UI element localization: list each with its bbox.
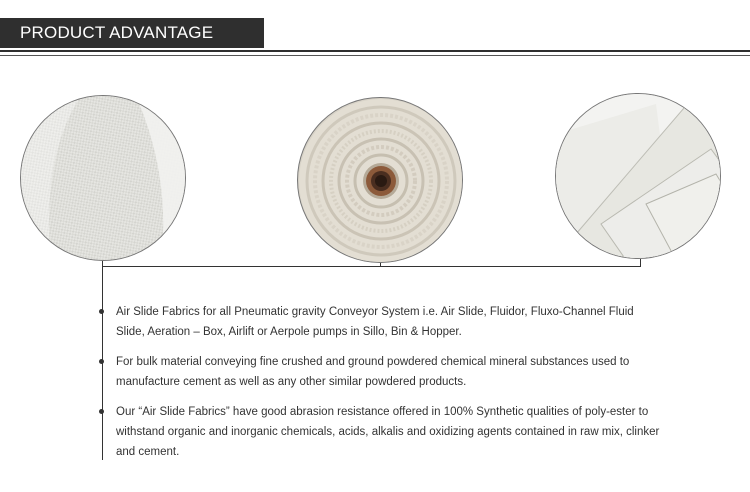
connector-line-horizontal [102, 266, 641, 267]
fabric-roll-graphic [298, 98, 463, 263]
fabric-sheets-image [555, 93, 721, 259]
woven-fabric-texture [21, 96, 186, 261]
fabric-roll-image [297, 97, 463, 263]
section-title: PRODUCT ADVANTAGE [0, 18, 264, 48]
woven-fabric-image [20, 95, 186, 261]
bullet-dot [99, 309, 104, 314]
advantage-list [102, 302, 662, 472]
header-rule-thin [0, 55, 750, 56]
bullet-text: Air Slide Fabrics for all Pneumatic gravity Conveyor System i.e. Air Slide, Fluidor, Fluxo-Channel Fluid Slide, Aeration – Box, Airlift or Aerpole pumps in Sillo, Bin & Hopper. [116, 306, 634, 338]
bullet-dot [99, 409, 104, 414]
list-item [102, 402, 662, 462]
list-item [102, 352, 662, 392]
list-item [102, 302, 662, 342]
fabric-sheets-graphic [556, 94, 721, 259]
bullet-text: For bulk material conveying fine crushed and ground powdered chemical mineral substances used to manufacture cement as well as any other similar powdered products. [116, 356, 630, 388]
bullet-dot [99, 359, 104, 364]
header-rule-thick [0, 50, 750, 52]
bullet-text: Our “Air Slide Fabrics” have good abrasion resistance offered in 100% Synthetic qualities of poly-ester to withstand organic and inorganic chemicals, acids, alkalis and oxidizing agents contained in raw mix, clinker and cement. [116, 406, 660, 458]
